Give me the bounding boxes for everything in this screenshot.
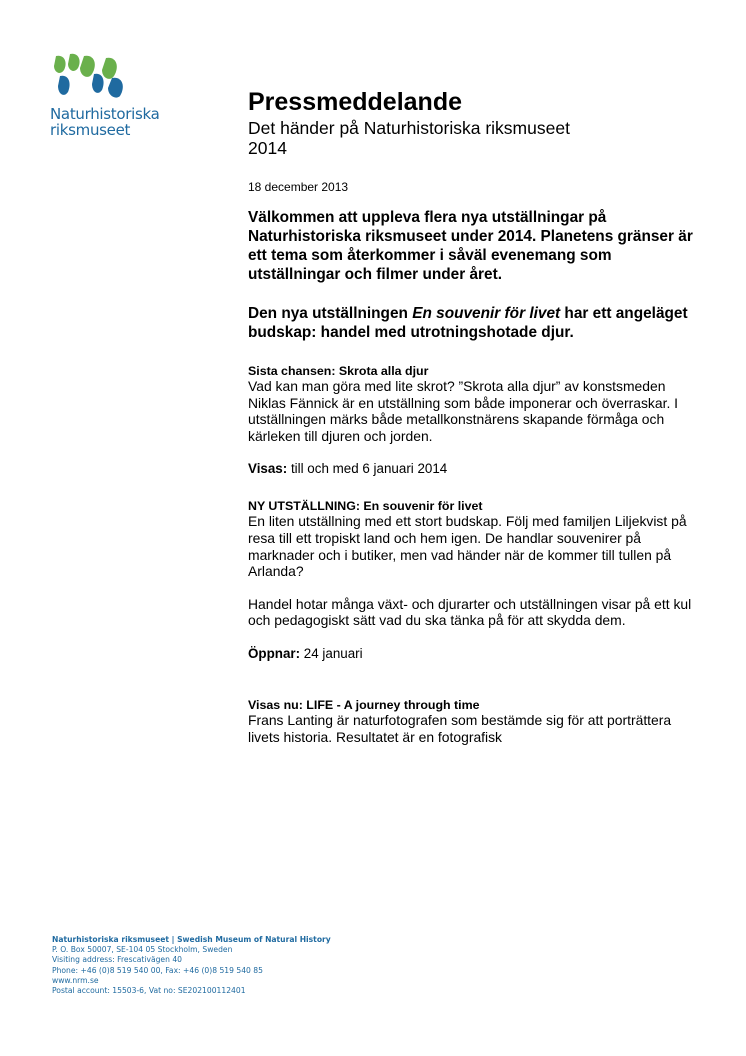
logo-leaf-7 [108, 78, 123, 98]
meta-value: till och med 6 januari 2014 [287, 461, 448, 477]
logo-leaf-1 [54, 56, 66, 73]
subtitle-line2: 2014 [248, 138, 287, 158]
logo-text-line2: riksmuseet [50, 121, 131, 139]
footer-postal-account: Postal account: 15503-6, Vat no: SE202100112401 [52, 986, 246, 996]
museum-logo-mark [50, 50, 130, 100]
logo-wordmark [50, 106, 180, 138]
section-en-souvenir-for-livet [248, 499, 698, 579]
section-life [248, 698, 698, 745]
page-footer [52, 935, 331, 996]
lead2-exhibition-title: En souvenir för livet [412, 305, 561, 322]
section-body: Frans Lanting är naturfotografen som bestämde sig för att porträttera livets historia. Resultatet är en fotografisk [248, 711, 672, 745]
lead2-text-after: har ett angeläget budskap: handel med utrotningshotade djur. [248, 305, 688, 341]
section-heading: NY UTSTÄLLNING: En souvenir för livet [248, 499, 483, 514]
section-heading: Visas nu: LIFE - A journey through time [248, 697, 480, 712]
logo-leaf-5 [92, 74, 104, 93]
press-release-body [248, 88, 698, 745]
logo-leaf-2 [68, 54, 80, 71]
page-title: Pressmeddelande [248, 88, 462, 116]
meta-value: 24 januari [300, 645, 363, 661]
footer-phone: Phone: +46 (0)8 519 540 00, Fax: +46 (0)8 519 540 85 [52, 965, 263, 975]
lead2-text-before: Den nya utställningen [248, 305, 413, 322]
logo-leaf-3 [58, 76, 70, 95]
lead-paragraph-1: Välkommen att uppleva flera nya utställningar på Naturhistoriska riksmuseet under 2014. Planetens gränser är ett tema som återkommer i såväl evenemang som utställningar och filmer under året. [248, 209, 693, 283]
museum-logo [50, 50, 180, 138]
section-meta-visas [248, 461, 698, 477]
section-body-2: Handel hotar många växt- och djurarter och utställningen visar på ett kul och pedagogiskt sätt vad du ska tänka på för att skydda dem. [248, 595, 692, 629]
meta-label: Öppnar: [248, 645, 301, 661]
lead-paragraph-2 [248, 304, 698, 342]
footer-visiting-address: Visiting address: Frescativägen 40 [52, 955, 182, 965]
section-body: En liten utställning med ett stort budskap. Följ med familjen Liljekvist på resa till ett tropiskt land och hem igen. De handlar souvenirer på marknader och i butiker, men vad händer när de kommer till tullen på Arlanda? [248, 513, 687, 580]
subtitle-line1: Det händer på Naturhistoriska riksmuseet [248, 118, 570, 138]
logo-leaf-6 [102, 58, 117, 79]
footer-postal-address: P. O. Box 50007, SE-104 05 Stockholm, Sweden [52, 945, 233, 955]
page-subtitle [248, 118, 698, 158]
release-date: 18 december 2013 [248, 180, 349, 194]
section-skrota-alla-djur [248, 364, 698, 444]
footer-title: Naturhistoriska riksmuseet | Swedish Museum of Natural History [52, 935, 331, 944]
meta-label: Visas: [248, 461, 288, 477]
logo-leaf-4 [80, 56, 95, 77]
section-meta-oppnar [248, 646, 698, 662]
section-heading: Sista chansen: Skrota alla djur [248, 364, 429, 378]
section-body: Vad kan man göra med lite skrot? ”Skrota alla djur” av konstsmeden Niklas Fännick är en utställning som både imponerar och överraskar. I utställningen märks både metallkonstnärens skapande förmåga och kärleken till djuren och jorden. [248, 378, 679, 444]
logo-text-line1: Naturhistoriska [50, 105, 160, 123]
footer-website: www.nrm.se [52, 975, 99, 985]
